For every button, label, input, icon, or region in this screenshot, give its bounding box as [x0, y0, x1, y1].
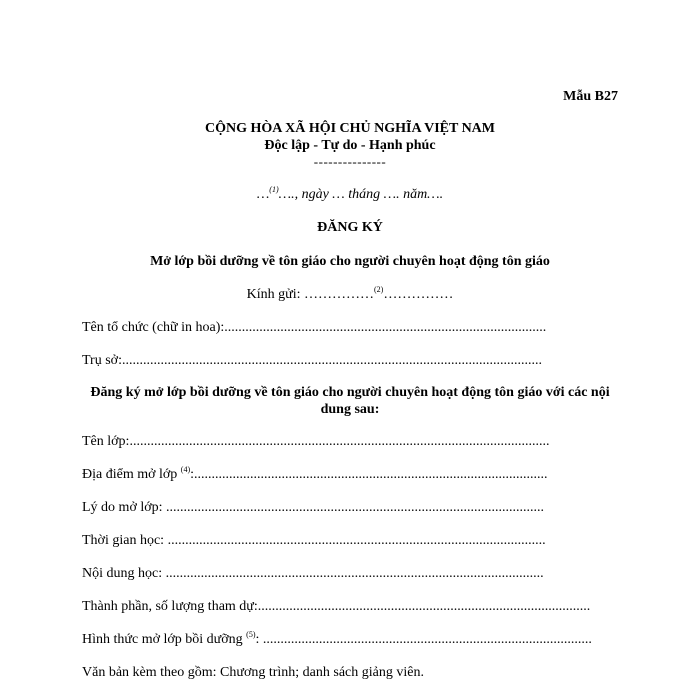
recipient-suffix: ……………	[383, 287, 454, 302]
field-dots: :.....................................................................................................	[190, 467, 548, 482]
field-footnote-marker: (4)	[180, 465, 191, 474]
national-title: CỘNG HÒA XÃ HỘI CHỦ NGHĨA VIỆT NAM	[204, 121, 495, 136]
content-field	[82, 566, 542, 582]
field-label: Thời gian học:	[82, 533, 168, 548]
organization-name-field	[82, 320, 547, 336]
document-subtitle: Mở lớp bồi dưỡng về tôn giáo cho người chuyên hoạt động tôn giáo	[150, 254, 550, 269]
location-field	[82, 465, 548, 483]
field-footnote-marker: (5)	[246, 630, 256, 639]
field-label: Lý do mở lớp:	[82, 500, 167, 515]
field-label: Tên lớp:	[82, 434, 130, 449]
field-dots: ...............................................................................................	[257, 599, 591, 614]
field-dots: ............................................................................................................	[167, 533, 546, 548]
field-dots: ........................................................................................................................	[121, 353, 542, 368]
class-name-field	[82, 434, 550, 450]
recipient-line	[0, 287, 700, 303]
header-divider: ---------------	[313, 154, 387, 169]
section-heading: Đăng ký mở lớp bồi dưỡng về tôn giáo cho người chuyên hoạt động tôn giáo với các nội dung sau:	[90, 385, 610, 417]
format-field	[82, 630, 592, 648]
date-suffix: …., ngày … tháng …. năm….	[278, 187, 444, 202]
field-label: Hình thức mở lớp bồi dưỡng	[82, 632, 247, 647]
field-label: Tên tổ chức (chữ in hoa):	[82, 320, 225, 335]
participants-field	[82, 599, 591, 615]
date-line	[0, 187, 700, 203]
field-dots: ............................................................................................................	[165, 566, 544, 581]
document-title: ĐĂNG KÝ	[317, 220, 383, 235]
field-label: Địa điểm mở lớp	[82, 467, 181, 482]
field-label: Thành phần, số lượng tham dự:	[82, 599, 258, 614]
date-prefix: …	[256, 187, 270, 202]
field-label: Nội dung học:	[82, 566, 166, 581]
national-motto: Độc lập - Tự do - Hạnh phúc	[264, 138, 436, 153]
field-dots: ............................................................................................	[224, 320, 547, 335]
schedule-field	[82, 533, 546, 549]
headquarters-field	[82, 353, 542, 369]
reason-field	[82, 500, 545, 516]
form-code: Mẫu B27	[563, 89, 618, 104]
field-dots: ............................................................................................................	[166, 500, 545, 515]
field-label: Trụ sở:	[82, 353, 122, 368]
field-dots: ........................................................................................................................	[129, 434, 550, 449]
field-dots: : ..............................................................................................	[255, 632, 592, 647]
date-footnote-marker: (1)	[269, 185, 279, 194]
recipient-prefix: Kính gửi: ……………	[246, 287, 375, 302]
recipient-footnote-marker: (2)	[374, 285, 384, 294]
attachments-line: Văn bản kèm theo gồm: Chương trình; danh sách giảng viên.	[82, 665, 424, 680]
